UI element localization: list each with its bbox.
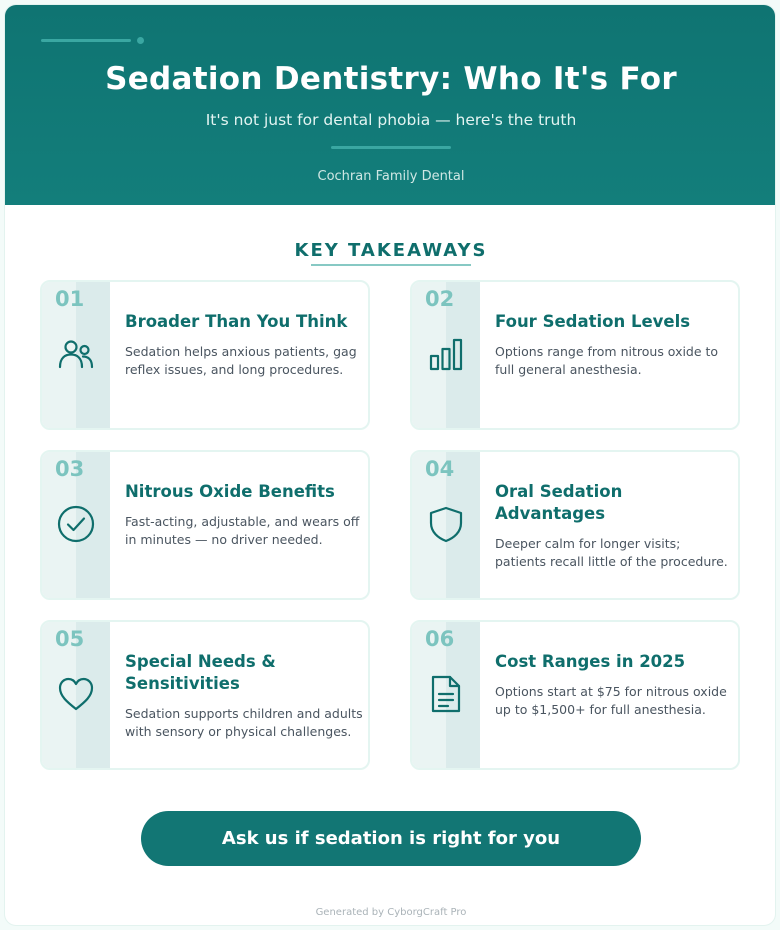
page-title: Sedation Dentistry: Who It's For: [105, 61, 677, 97]
card-title: Four Sedation Levels: [495, 312, 691, 331]
check-circle-icon: [57, 505, 95, 543]
card-description: Deeper calm for longer visits; patients recall little of the procedure.: [495, 536, 728, 569]
brand-name: Cochran Family Dental: [317, 169, 465, 184]
takeaway-card-2: [410, 280, 740, 430]
card-title: Oral Sedation Advantages: [495, 482, 623, 523]
takeaway-card-1: [40, 280, 370, 430]
takeaway-card-4: [410, 450, 740, 600]
takeaway-card-6: [410, 620, 740, 770]
decorative-dot: [137, 37, 144, 44]
bar-chart-icon: [427, 335, 465, 373]
heart-icon: [57, 675, 95, 713]
card-title: Cost Ranges in 2025: [495, 652, 686, 671]
section-title: KEY TAKEAWAYS: [294, 240, 488, 261]
card-title: Nitrous Oxide Benefits: [125, 482, 335, 501]
card-description: Sedation helps anxious patients, gag reflex issues, and long procedures.: [125, 344, 357, 377]
card-number: 05: [55, 627, 85, 651]
footer-credit: Generated by CyborgCraft Pro: [315, 907, 467, 918]
card-title: Special Needs & Sensitivities: [125, 652, 276, 693]
card-description: Fast-acting, adjustable, and wears off in minutes — no driver needed.: [125, 514, 360, 547]
takeaway-card-3: [40, 450, 370, 600]
card-description: Options start at $75 for nitrous oxide up to $1,500+ for full anesthesia.: [495, 684, 727, 717]
card-description: Options range from nitrous oxide to full general anesthesia.: [495, 344, 719, 377]
takeaway-card-5: [40, 620, 370, 770]
card-number: 01: [55, 287, 85, 311]
shield-icon: [427, 505, 465, 543]
section-underline: [311, 264, 471, 266]
decorative-line: [41, 39, 131, 42]
card-number: 06: [425, 627, 455, 651]
people-icon: [57, 335, 95, 373]
page-subtitle: It's not just for dental phobia — here's the truth: [205, 111, 577, 129]
card-description: Sedation supports children and adults with sensory or physical challenges.: [125, 706, 363, 739]
cta-button[interactable]: Ask us if sedation is right for you: [141, 811, 641, 866]
card-number: 02: [425, 287, 455, 311]
subtitle-divider: [331, 146, 451, 149]
card-title: Broader Than You Think: [125, 312, 348, 331]
document-icon: [427, 675, 465, 713]
header-banner: [5, 5, 776, 205]
card-number: 04: [425, 457, 455, 481]
infographic-page: [4, 4, 776, 926]
card-number: 03: [55, 457, 85, 481]
